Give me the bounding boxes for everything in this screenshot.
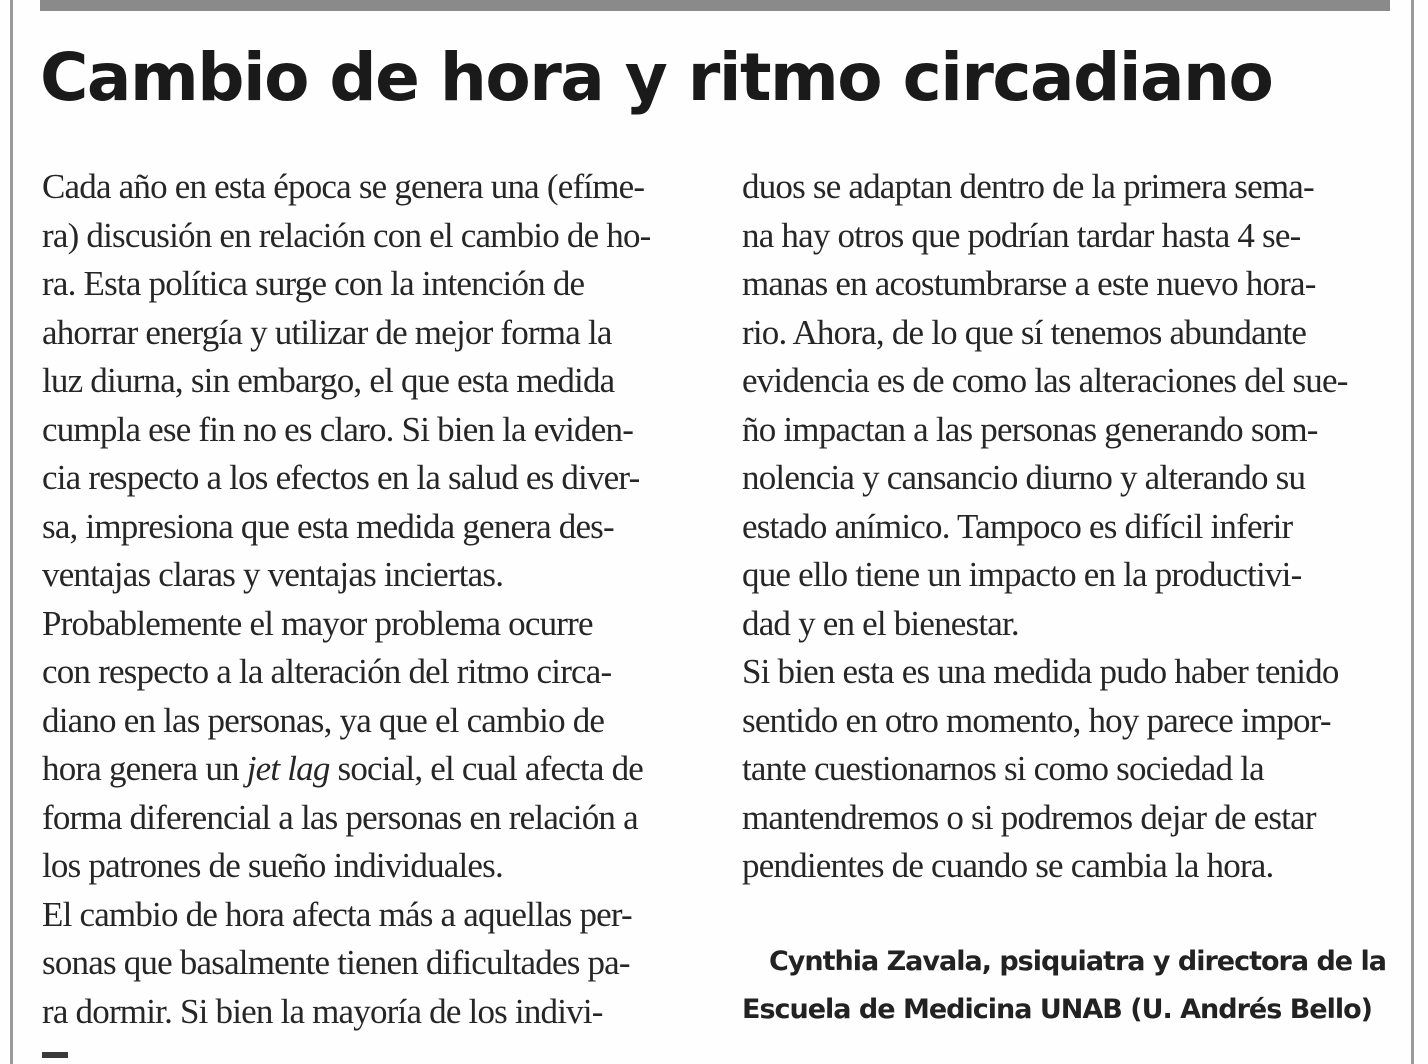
text-line <box>42 745 692 794</box>
top-rule <box>40 0 1390 11</box>
text-line: pendientes de cuando se cambia la hora. <box>742 846 1274 885</box>
text-segment: social, el cual afecta de <box>329 749 644 788</box>
left-border-rule <box>10 0 13 1064</box>
text-line: rio. Ahora, de lo que sí tenemos abundante <box>742 312 1307 352</box>
article-right-column <box>742 163 1392 891</box>
text-line: forma diferencial a las personas en relación a <box>42 797 638 837</box>
text-line: evidencia es de como las alteraciones del sue- <box>742 361 1348 400</box>
bottom-edge-mark <box>42 1052 68 1058</box>
byline-line: Cynthia Zavala, psiquiatra y directora de la <box>768 946 1386 977</box>
text-line: Cada año en esta época se genera una (efíme- <box>42 167 645 206</box>
text-line: duos se adaptan dentro de la primera sema- <box>742 167 1314 206</box>
author-byline <box>742 938 1386 1034</box>
article-headline: Cambio de hora y ritmo circadiano <box>40 39 1273 116</box>
italic-term: jet lag <box>246 749 330 788</box>
text-line: nolencia y cansancio diurno y alterando su <box>742 458 1306 497</box>
text-line: ra) discusión en relación con el cambio de ho- <box>42 215 651 255</box>
text-line: los patrones de sueño individuales. <box>42 846 503 885</box>
text-line: sentido en otro momento, hoy parece impor- <box>742 700 1331 740</box>
text-line: El cambio de hora afecta más a aquellas per- <box>42 894 632 934</box>
text-line: ño impactan a las personas generando som- <box>742 409 1318 449</box>
text-line: sa, impresiona que esta medida genera des- <box>42 506 614 546</box>
text-line: cia respecto a los efectos en la salud es diver- <box>42 458 640 497</box>
text-line: luz diurna, sin embargo, el que esta medida <box>42 361 615 400</box>
article-left-column <box>42 163 692 1036</box>
right-border-rule <box>1411 0 1414 1064</box>
text-line: dad y en el bienestar. <box>742 603 1019 643</box>
text-line: diano en las personas, ya que el cambio de <box>42 700 605 740</box>
byline-line: Escuela de Medicina UNAB (U. Andrés Bello) <box>742 994 1372 1025</box>
text-line: sonas que basalmente tienen dificultades pa- <box>42 943 630 982</box>
text-line: manas en acostumbrarse a este nuevo hora- <box>742 264 1316 303</box>
text-line: Probablemente el mayor problema ocurre <box>42 603 593 643</box>
text-line: tante cuestionarnos si como sociedad la <box>742 749 1264 788</box>
text-line: ra. Esta política surge con la intención de <box>42 264 585 303</box>
text-line: ra dormir. Si bien la mayoría de los indivi- <box>42 991 603 1031</box>
text-line: ventajas claras y ventajas inciertas. <box>42 555 504 594</box>
text-line: que ello tiene un impacto en la productivi- <box>742 555 1302 594</box>
text-line: cumpla ese fin no es claro. Si bien la eviden- <box>42 409 634 449</box>
text-line: ahorrar energía y utilizar de mejor forma la <box>42 312 612 352</box>
text-line: Si bien esta es una medida pudo haber tenido <box>742 652 1339 691</box>
text-line: mantendremos o si podremos dejar de estar <box>742 797 1316 837</box>
text-line: estado anímico. Tampoco es difícil inferir <box>742 506 1293 546</box>
text-segment: hora genera un <box>42 749 247 788</box>
text-line: na hay otros que podrían tardar hasta 4 se- <box>742 215 1301 255</box>
text-line: con respecto a la alteración del ritmo circa- <box>42 652 612 691</box>
